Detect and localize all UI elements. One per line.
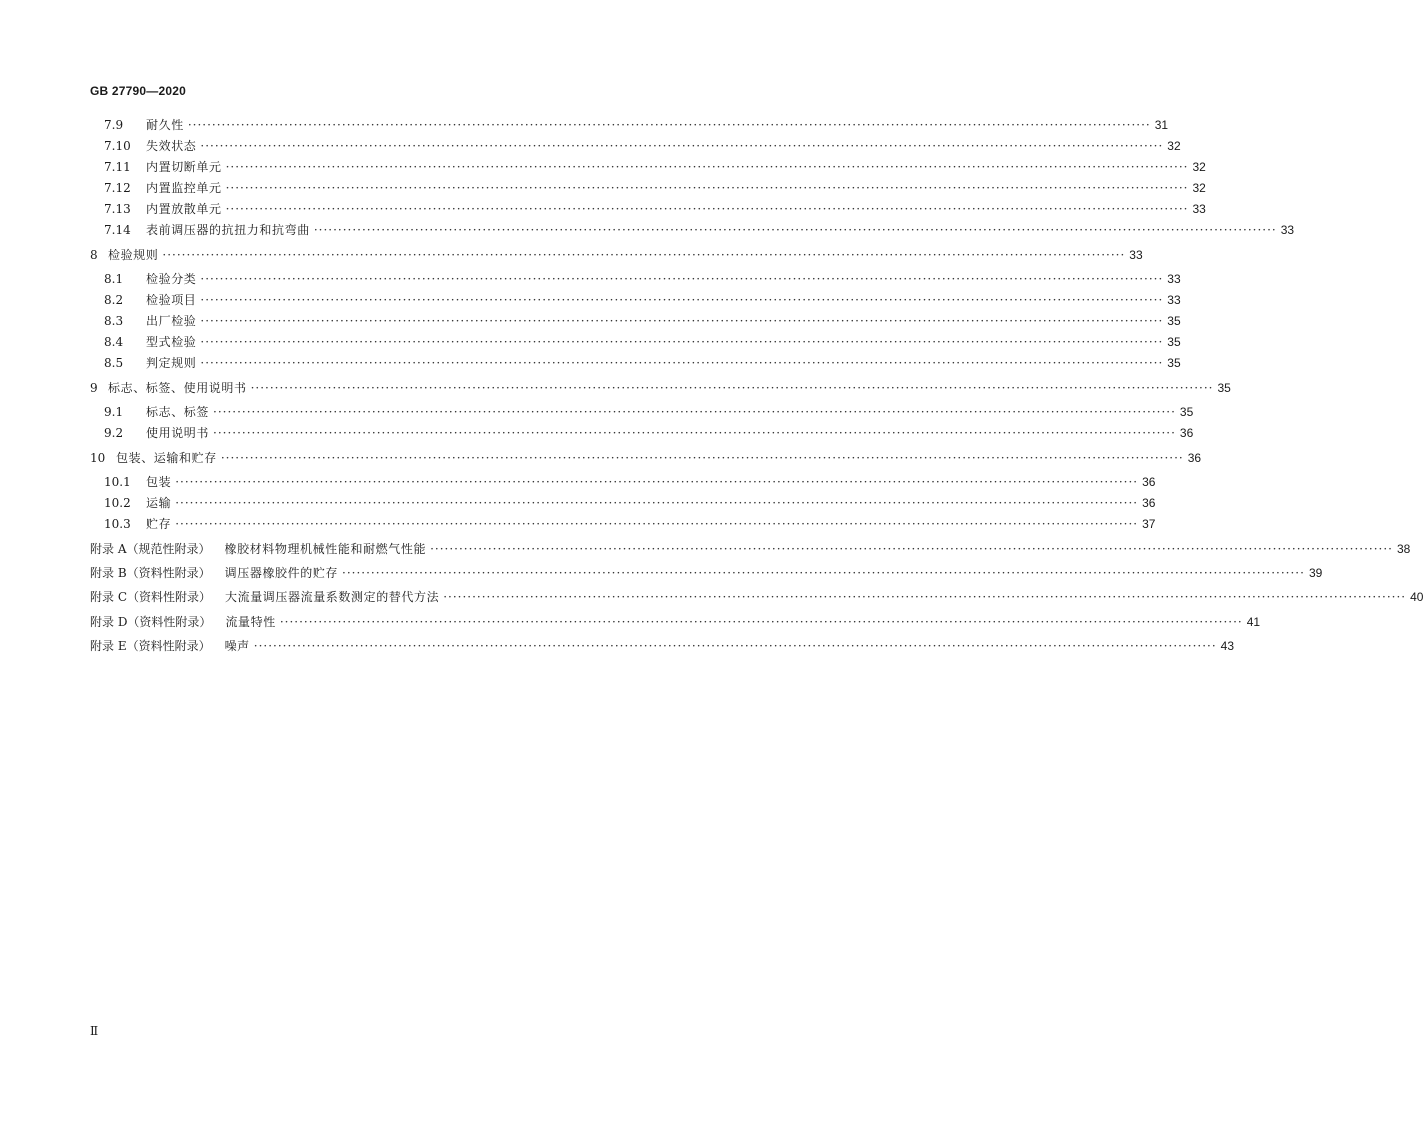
toc-dot-leader: ········································································································································································································ — [175, 517, 1139, 531]
toc-entry-title: 使用说明书 — [146, 426, 210, 440]
toc-entry-title: 标志、标签、使用说明书 — [108, 381, 247, 395]
toc-entry[interactable] — [90, 475, 1156, 489]
toc-dot-leader: ········································································································································································································ — [162, 248, 1126, 262]
toc-dot-leader: ········································································································································································································ — [200, 314, 1164, 328]
toc-dot-leader: ········································································································································································································ — [213, 426, 1176, 440]
toc-entry[interactable] — [90, 496, 1156, 510]
toc-entry-number: 7.13 — [104, 202, 131, 216]
toc-entry-number: 10.1 — [104, 475, 131, 489]
toc-entry-number: 附录 D（资料性附录） — [90, 615, 212, 629]
toc-entry[interactable] — [90, 566, 1323, 580]
toc-entry-title: 内置放散单元 — [146, 202, 222, 216]
toc-entry-title: 耐久性 — [146, 118, 184, 132]
toc-entry-page: 36 — [1142, 496, 1156, 510]
toc-dot-leader: ········································································································································································································ — [313, 223, 1277, 237]
toc-entry-page: 33 — [1280, 223, 1295, 237]
toc-entry-page: 35 — [1179, 405, 1194, 419]
toc-entry-number: 8.4 — [104, 335, 124, 349]
toc-entry-title: 出厂检验 — [146, 314, 197, 328]
toc-entry-title: 标志、标签 — [146, 405, 210, 419]
toc-entry-title: 型式检验 — [146, 335, 197, 349]
page-number-footer: Ⅱ — [90, 1024, 99, 1038]
toc-entry[interactable] — [90, 293, 1181, 307]
toc-entry[interactable] — [90, 615, 1261, 629]
toc-entry-number: 9.2 — [104, 426, 124, 440]
toc-entry-title: 贮存 — [146, 517, 172, 531]
toc-entry-number: 8.3 — [104, 314, 124, 328]
toc-entry-number: 10.3 — [104, 517, 131, 531]
toc-entry-page: 36 — [1179, 426, 1194, 440]
toc-entry-title: 判定规则 — [146, 356, 197, 370]
toc-entry-page: 35 — [1167, 335, 1181, 349]
toc-entry-page: 35 — [1167, 356, 1181, 370]
toc-dot-leader: ········································································································································································································ — [225, 181, 1189, 195]
toc-entry[interactable] — [90, 314, 1181, 328]
toc-entry-title: 内置监控单元 — [146, 181, 222, 195]
toc-entry[interactable] — [90, 272, 1181, 286]
toc-entry-title: 调压器橡胶件的贮存 — [224, 566, 339, 580]
toc-entry-page: 32 — [1192, 181, 1206, 195]
toc-entry-title: 橡胶材料物理机械性能和耐燃气性能 — [224, 542, 427, 556]
toc-entry-title: 内置切断单元 — [146, 160, 222, 174]
toc-entry-number: 附录 A（规范性附录） — [90, 542, 211, 556]
toc-entry-number: 9.1 — [104, 405, 124, 419]
toc-entry-number: 9 — [90, 381, 98, 395]
toc-entry-number: 8.5 — [104, 356, 124, 370]
toc-entry-page: 32 — [1192, 160, 1206, 174]
toc-entry-title: 表前调压器的抗扭力和抗弯曲 — [146, 223, 310, 237]
toc-entry-page: 39 — [1308, 566, 1323, 580]
toc-entry-number: 7.11 — [104, 160, 131, 174]
toc-entry[interactable] — [90, 160, 1206, 174]
toc-entry-title: 大流量调压器流量系数测定的替代方法 — [225, 590, 440, 604]
toc-dot-leader: ········································································································································································································ — [200, 293, 1164, 307]
toc-entry-page: 35 — [1167, 314, 1181, 328]
toc-entry-title: 运输 — [146, 496, 172, 510]
toc-entry-title: 包装 — [146, 475, 172, 489]
toc-entry-page: 33 — [1167, 272, 1181, 286]
toc-dot-leader: ········································································································································································································ — [200, 356, 1164, 370]
toc-dot-leader: ········································································································································································································ — [175, 496, 1139, 510]
toc-entry[interactable] — [90, 202, 1206, 216]
toc-entry-title: 检验分类 — [146, 272, 197, 286]
toc-entry[interactable] — [90, 223, 1295, 237]
toc-dot-leader: ········································································································································································································ — [200, 139, 1164, 153]
toc-entry-page: 41 — [1246, 615, 1261, 629]
toc-entry[interactable] — [90, 517, 1156, 531]
toc-entry[interactable] — [90, 181, 1206, 195]
toc-entry-page: 40 — [1410, 590, 1423, 604]
toc-entry-number: 附录 B（资料性附录） — [90, 566, 211, 580]
toc-dot-leader: ········································································································································································································ — [279, 615, 1243, 629]
toc-entry-number: 8 — [90, 248, 98, 262]
toc-entry-page: 36 — [1187, 451, 1202, 465]
toc-entry[interactable] — [90, 335, 1181, 349]
toc-entry[interactable] — [90, 639, 1235, 653]
toc-entry-number: 10.2 — [104, 496, 131, 510]
toc-dot-leader: ········································································································································································································ — [187, 118, 1151, 132]
toc-entry[interactable] — [90, 139, 1181, 153]
toc-entry-title: 包装、运输和贮存 — [116, 451, 217, 465]
toc-dot-leader: ········································································································································································································ — [253, 639, 1217, 653]
toc-entry-title: 检验项目 — [146, 293, 197, 307]
toc-dot-leader: ········································································································································································································ — [250, 381, 1214, 395]
toc-entry-number: 8.1 — [104, 272, 124, 286]
toc-dot-leader: ········································································································································································································ — [213, 405, 1176, 419]
toc-entry-number: 7.12 — [104, 181, 131, 195]
toc-dot-leader: ········································································································································································································ — [175, 475, 1139, 489]
toc-entry-page: 37 — [1142, 517, 1156, 531]
toc-entry-title: 噪声 — [224, 639, 250, 653]
toc-entry[interactable] — [90, 118, 1169, 132]
toc-entry-title: 失效状态 — [146, 139, 197, 153]
toc-entry-number: 8.2 — [104, 293, 124, 307]
toc-entry-number: 7.9 — [104, 118, 124, 132]
toc-dot-leader: ········································································································································································································ — [443, 590, 1407, 604]
document-id-header: GB 27790—2020 — [90, 84, 186, 98]
toc-entry[interactable] — [90, 451, 1202, 465]
toc-entry[interactable] — [90, 356, 1181, 370]
toc-entry[interactable] — [90, 248, 1143, 262]
toc-entry-page: 33 — [1192, 202, 1206, 216]
toc-entry[interactable] — [90, 426, 1194, 440]
toc-dot-leader: ········································································································································································································ — [225, 202, 1189, 216]
toc-entry-page: 35 — [1217, 381, 1231, 395]
toc-entry-page: 31 — [1154, 118, 1169, 132]
toc-dot-leader: ········································································································································································································ — [200, 335, 1164, 349]
toc-entry-number: 附录 E（资料性附录） — [90, 639, 211, 653]
toc-dot-leader: ········································································································································································································ — [220, 451, 1184, 465]
toc-entry[interactable] — [90, 381, 1231, 395]
toc-entry[interactable] — [90, 405, 1194, 419]
toc-entry[interactable] — [90, 542, 1411, 556]
toc-dot-leader: ········································································································································································································ — [342, 566, 1305, 580]
toc-entry-title: 检验规则 — [108, 248, 159, 262]
toc-entry-number: 7.10 — [104, 139, 131, 153]
toc-entry[interactable] — [90, 590, 1423, 604]
toc-dot-leader: ········································································································································································································ — [225, 160, 1189, 174]
toc-dot-leader: ········································································································································································································ — [200, 272, 1164, 286]
toc-entry-number: 10 — [90, 451, 106, 465]
toc-entry-page: 33 — [1129, 248, 1143, 262]
toc-entry-page: 38 — [1396, 542, 1411, 556]
toc-entry-number: 附录 C（资料性附录） — [90, 590, 211, 604]
toc-entry-page: 36 — [1142, 475, 1156, 489]
toc-entry-page: 32 — [1167, 139, 1181, 153]
toc-entry-page: 43 — [1220, 639, 1235, 653]
toc-entry-number: 7.14 — [104, 223, 131, 237]
toc-entry-title: 流量特性 — [225, 615, 276, 629]
toc-dot-leader: ········································································································································································································ — [430, 542, 1393, 556]
toc-entry-page: 33 — [1167, 293, 1181, 307]
